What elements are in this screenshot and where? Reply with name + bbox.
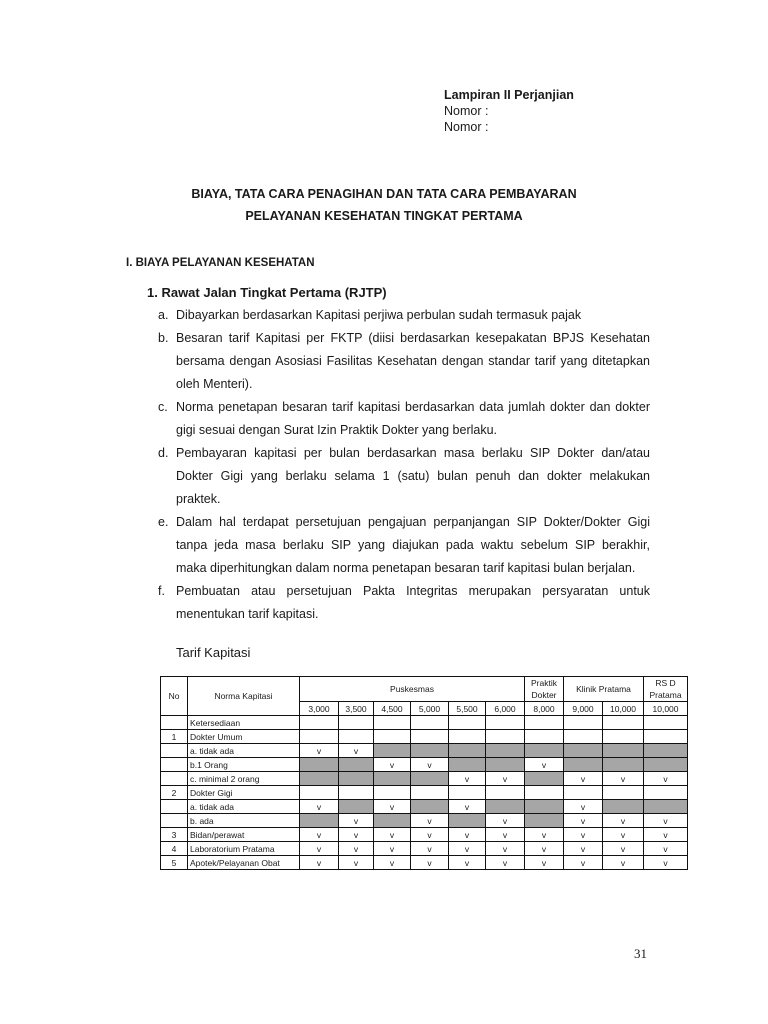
check-cell: v (374, 856, 411, 870)
capitation-table (160, 676, 688, 870)
check-cell: v (411, 856, 449, 870)
table-row (161, 744, 688, 758)
empty-cell (411, 786, 449, 800)
empty-cell (644, 786, 688, 800)
check-cell: v (486, 856, 525, 870)
check-cell: v (300, 800, 339, 814)
empty-cell (564, 716, 603, 730)
shaded-cell (411, 772, 449, 786)
check-cell: v (486, 842, 525, 856)
shaded-cell (374, 772, 411, 786)
list-item-text (176, 304, 650, 327)
empty-cell (411, 716, 449, 730)
tariff-cell: 3,000 (300, 702, 339, 716)
check-cell: v (486, 814, 525, 828)
check-cell: v (339, 814, 374, 828)
table-row (161, 800, 688, 814)
header-rsd (644, 677, 688, 702)
check-cell: v (300, 842, 339, 856)
table-row (161, 828, 688, 842)
row-number: 5 (161, 856, 188, 870)
tariff-cell: 9,000 (564, 702, 603, 716)
check-cell: v (564, 814, 603, 828)
header-klinik: Klinik Pratama (564, 677, 644, 702)
shaded-cell (300, 814, 339, 828)
shaded-cell (300, 758, 339, 772)
shaded-cell (525, 800, 564, 814)
check-cell: v (339, 856, 374, 870)
header-rsd-line2: Pratama (649, 690, 682, 700)
header-no: No (161, 677, 188, 716)
shaded-cell (449, 758, 486, 772)
empty-cell (525, 730, 564, 744)
empty-cell (644, 730, 688, 744)
list-item-text (176, 442, 650, 511)
empty-cell (374, 786, 411, 800)
table-row (161, 772, 688, 786)
row-number (161, 814, 188, 828)
header-norma: Norma Kapitasi (188, 677, 300, 716)
empty-cell (449, 730, 486, 744)
check-cell: v (644, 856, 688, 870)
table-row (161, 842, 688, 856)
check-cell: v (449, 828, 486, 842)
document-title-line-1: BIAYA, TATA CARA PENAGIHAN DAN TATA CARA PEMBAYARAN (191, 187, 577, 201)
row-number (161, 744, 188, 758)
shaded-cell (525, 772, 564, 786)
check-cell: v (603, 856, 644, 870)
check-cell: v (339, 842, 374, 856)
check-cell: v (603, 842, 644, 856)
header-rsd-line1: RS D (655, 678, 676, 688)
shaded-cell (449, 744, 486, 758)
check-cell: v (339, 828, 374, 842)
check-cell: v (449, 772, 486, 786)
check-cell: v (644, 772, 688, 786)
check-cell: v (525, 856, 564, 870)
row-number: 4 (161, 842, 188, 856)
shaded-cell (603, 758, 644, 772)
shaded-cell (486, 758, 525, 772)
check-cell: v (564, 842, 603, 856)
list-item-line: tanpa jeda masa berlaku SIP yang diajukan pada waktu sebelum SIP berakhir, (176, 538, 650, 552)
list-item-line: Dalam hal terdapat persetujuan pengajuan perpanjangan SIP Dokter/Dokter Gigi (176, 515, 650, 529)
empty-cell (300, 730, 339, 744)
empty-cell (603, 786, 644, 800)
shaded-cell (525, 814, 564, 828)
tariff-cell: 10,000 (603, 702, 644, 716)
check-cell: v (603, 828, 644, 842)
check-cell: v (449, 856, 486, 870)
nomor-line-1: Nomor : (444, 104, 489, 118)
empty-cell (374, 716, 411, 730)
check-cell: v (449, 800, 486, 814)
shaded-cell (564, 758, 603, 772)
list-item-line: praktek. (176, 492, 221, 506)
section-heading: I. BIAYA PELAYANAN KESEHATAN (126, 257, 315, 269)
check-cell: v (644, 842, 688, 856)
empty-cell (449, 716, 486, 730)
row-label: Apotek/Pelayanan Obat (188, 856, 300, 870)
check-cell: v (644, 814, 688, 828)
list-item-text (176, 396, 650, 442)
shaded-cell (603, 744, 644, 758)
tariff-cell: 10,000 (644, 702, 688, 716)
tariff-cell: 8,000 (525, 702, 564, 716)
tariff-cell: 5,000 (411, 702, 449, 716)
nomor-line-2: Nomor : (444, 120, 489, 134)
row-label: a. tidak ada (188, 744, 300, 758)
list-item-line: oleh Menteri). (176, 377, 253, 391)
subsection-heading: 1. Rawat Jalan Tingkat Pertama (RJTP) (147, 285, 387, 300)
table-row (161, 814, 688, 828)
list-item-text (176, 580, 650, 626)
empty-cell (449, 786, 486, 800)
row-number: 2 (161, 786, 188, 800)
empty-cell (644, 716, 688, 730)
check-cell: v (564, 800, 603, 814)
empty-cell (411, 730, 449, 744)
check-cell: v (374, 800, 411, 814)
list-item-line: menentukan tarif kapitasi. (176, 607, 319, 621)
list-item-label: c. (158, 400, 168, 414)
check-cell: v (411, 828, 449, 842)
check-cell: v (411, 814, 449, 828)
list-item-line: Pembayaran kapitasi per bulan berdasarkan masa berlaku SIP Dokter dan/atau (176, 446, 650, 460)
shaded-cell (374, 814, 411, 828)
row-number (161, 758, 188, 772)
table-row (161, 730, 688, 744)
header-puskesmas: Puskesmas (300, 677, 525, 702)
list-item-label: f. (158, 584, 165, 598)
row-label: Dokter Umum (188, 730, 300, 744)
check-cell: v (603, 814, 644, 828)
empty-cell (603, 716, 644, 730)
tariff-cell: 4,500 (374, 702, 411, 716)
list-item-line: maka diperhitungkan dalam norma penetapan besaran tarif kapitasi bulan berjalan. (176, 561, 636, 575)
row-label: b. ada (188, 814, 300, 828)
shaded-cell (339, 800, 374, 814)
check-cell: v (374, 828, 411, 842)
empty-cell (300, 786, 339, 800)
attachment-title: Lampiran II Perjanjian (444, 88, 574, 102)
check-cell: v (374, 842, 411, 856)
row-label: Bidan/perawat (188, 828, 300, 842)
row-number: 3 (161, 828, 188, 842)
empty-cell (339, 786, 374, 800)
table-row (161, 716, 688, 730)
table-row (161, 758, 688, 772)
shaded-cell (339, 772, 374, 786)
check-cell: v (486, 828, 525, 842)
shaded-cell (411, 800, 449, 814)
empty-cell (603, 730, 644, 744)
tariff-cell: 3,500 (339, 702, 374, 716)
list-item-line: gigi sesuai dengan Surat Izin Praktik Dokter yang berlaku. (176, 423, 498, 437)
check-cell: v (564, 772, 603, 786)
shaded-cell (644, 800, 688, 814)
shaded-cell (411, 744, 449, 758)
row-number (161, 800, 188, 814)
list-item-label: a. (158, 308, 169, 322)
list-item-text (176, 327, 650, 396)
check-cell: v (374, 758, 411, 772)
shaded-cell (374, 744, 411, 758)
row-number (161, 716, 188, 730)
empty-cell (564, 786, 603, 800)
check-cell: v (564, 828, 603, 842)
table-row (161, 786, 688, 800)
list-item-label: e. (158, 515, 169, 529)
row-label: Laboratorium Pratama (188, 842, 300, 856)
tariff-cell: 5,500 (449, 702, 486, 716)
attachment-header (444, 87, 574, 135)
document-title-line-2: PELAYANAN KESEHATAN TINGKAT PERTAMA (245, 209, 523, 223)
shaded-cell (603, 800, 644, 814)
check-cell: v (644, 828, 688, 842)
header-praktik-line2: Dokter (531, 690, 557, 700)
empty-cell (486, 730, 525, 744)
table-caption: Tarif Kapitasi (176, 645, 251, 660)
shaded-cell (486, 744, 525, 758)
list-item-line: Besaran tarif Kapitasi per FKTP (diisi berdasarkan kesepakatan BPJS Kesehatan (176, 331, 650, 345)
check-cell: v (564, 856, 603, 870)
check-cell: v (411, 842, 449, 856)
shaded-cell (300, 772, 339, 786)
row-label: Dokter Gigi (188, 786, 300, 800)
empty-cell (339, 730, 374, 744)
empty-cell (486, 716, 525, 730)
list-item-line: Norma penetapan besaran tarif kapitasi berdasarkan data jumlah dokter dan dokter (176, 400, 650, 414)
table-row (161, 856, 688, 870)
empty-cell (300, 716, 339, 730)
list-item-text (176, 511, 650, 580)
check-cell: v (449, 842, 486, 856)
list-item-label: b. (158, 331, 169, 345)
check-cell: v (525, 842, 564, 856)
list-item-label: d. (158, 446, 169, 460)
check-cell: v (525, 828, 564, 842)
empty-cell (374, 730, 411, 744)
shaded-cell (644, 744, 688, 758)
shaded-cell (449, 814, 486, 828)
row-number: 1 (161, 730, 188, 744)
check-cell: v (603, 772, 644, 786)
shaded-cell (339, 758, 374, 772)
row-label: Ketersediaan (188, 716, 300, 730)
empty-cell (525, 716, 564, 730)
empty-cell (564, 730, 603, 744)
row-label: a. tidak ada (188, 800, 300, 814)
check-cell: v (411, 758, 449, 772)
list-item-line: bersama dengan Asosiasi Fasilitas Kesehatan dengan standar tarif yang ditetapkan (176, 354, 650, 368)
empty-cell (339, 716, 374, 730)
check-cell: v (486, 772, 525, 786)
shaded-cell (644, 758, 688, 772)
header-praktik-line1: Praktik (531, 678, 557, 688)
list-item-line: Pembuatan atau persetujuan Pakta Integritas merupakan persyaratan untuk (176, 584, 650, 598)
page-number: 31 (634, 946, 647, 961)
shaded-cell (486, 800, 525, 814)
row-number (161, 772, 188, 786)
list-item-line: Dibayarkan berdasarkan Kapitasi perjiwa perbulan sudah termasuk pajak (176, 308, 582, 322)
list-item-line: Dokter Gigi yang berlaku selama 1 (satu) bulan penuh dan dokter melakukan (176, 469, 650, 483)
header-praktik (525, 677, 564, 702)
check-cell: v (300, 828, 339, 842)
check-cell: v (339, 744, 374, 758)
check-cell: v (300, 744, 339, 758)
shaded-cell (525, 744, 564, 758)
tariff-cell: 6,000 (486, 702, 525, 716)
shaded-cell (564, 744, 603, 758)
row-label: b.1 Orang (188, 758, 300, 772)
row-label: c. minimal 2 orang (188, 772, 300, 786)
empty-cell (525, 786, 564, 800)
empty-cell (486, 786, 525, 800)
check-cell: v (300, 856, 339, 870)
check-cell: v (525, 758, 564, 772)
